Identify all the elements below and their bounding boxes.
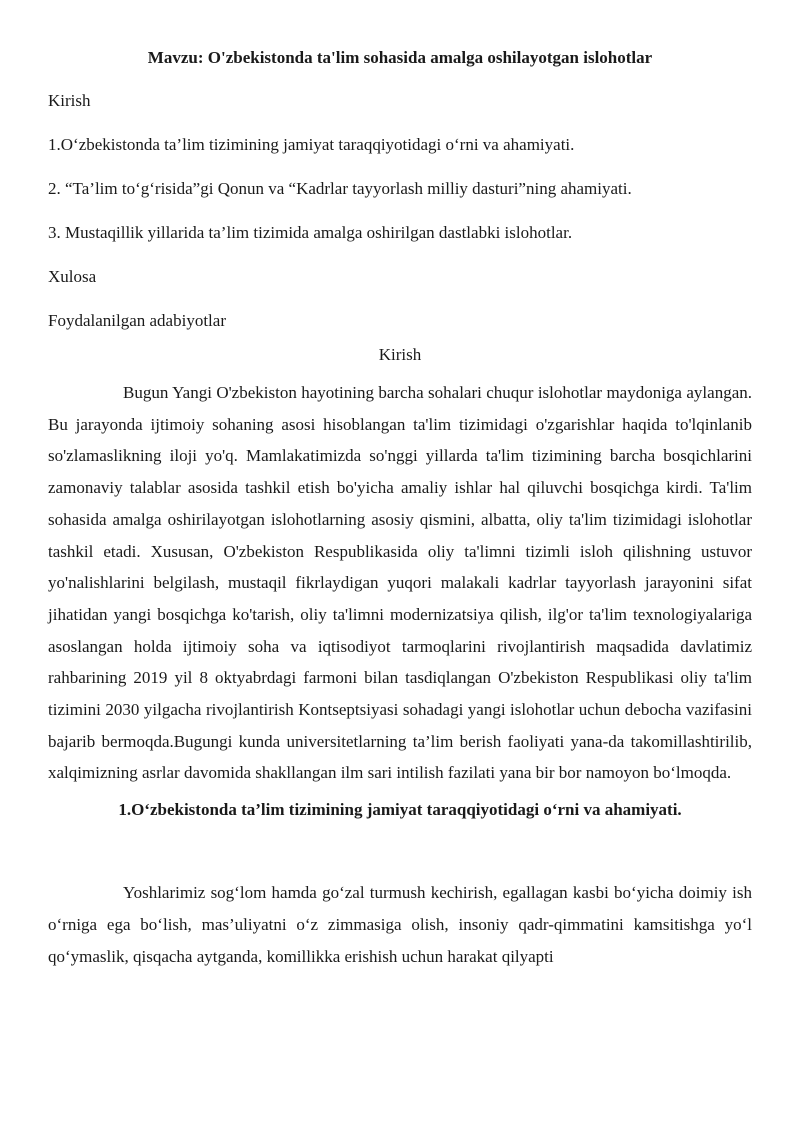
intro-heading: Kirish [378,345,422,364]
toc-item-1: 1.O‘zbekistonda ta’lim tizimining jamiyat taraqqiyotidagi o‘rni va ahamiyati. [48,135,575,154]
toc-item-3: 3. Mustaqillik yillarida ta’lim tizimida amalga oshirilgan dastlabki islohotlar. [48,223,573,242]
toc-item-2: 2. “Ta’lim to‘g‘risida”gi Qonun va “Kadrlar tayyorlash milliy dasturi”ning ahamiyati. [48,179,632,198]
toc-item-conclusion: Xulosa [48,267,97,286]
intro-paragraph: Bugun Yangi O'zbekiston hayotining barcha sohalari chuqur islohotlar maydoniga aylangan. Bu jarayonda ijtimoiy sohaning asosi hisoblangan ta'lim tizimidagi o'zgarishlar haqida to'lqinlanib so'zlamaslikning iloji yo'q. Mamlakatimizda so'nggi yillarda ta'lim tizimining barcha bosqichlarini zamonaviy talablar asosida tashkil etish bo'yicha amaliy ishlar hal qiluvchi bosqichga kirdi. Ta'lim sohasida amalga oshirilayotgan islohotlarning asosiy qismini, albatta, oliy ta'lim tizimidagi islohotlar tashkil etadi. Xususan, O'zbekiston Respublikasida oliy ta'limni tizimli isloh qilishning ustuvor yo'nalishlarini belgilash, mustaqil fikrlaydigan yuqori malakali kadrlar tayyorlash jarayonini sifat jihatidan yangi bosqichga ko'tarish, oliy ta'limni modernizatsiya qilish, ilg'or ta'lim texnologiyalariga asoslangan holda ijtimoiy soha va iqtisodiyot tarmoqlarini rivojlantirish maqsadida davlatimiz rahbarining 2019 yil 8 oktyabrdagi farmoni bilan tasdiqlangan O'zbekiston Respublikasi oliy ta'lim tizimini 2030 yilgacha rivojlantirish Kontseptsiyasi sohadagi yangi islohotlar uchun debocha vazifasini bajarib bermoqda.Bugungi kunda universitetlarning ta’lim berish faoliyati yana-da takomillashtirilib, xalqimizning asrlar davomida shakllangan ilm sari intilish fazilati yana bir bor namoyon bo‘lmoqda. [48,383,752,783]
table-of-contents [48,89,752,333]
section1-paragraph: Yoshlarimiz sog‘lom hamda go‘zal turmush kechirish, egallagan kasbi bo‘yicha doimiy ish o‘rniga ega bo‘lish, mas’uliyatni o‘z zimmasiga olish, insoniy qadr-qimmatini kamsitishga yo‘l qo‘ymaslik, qisqacha aytganda, komillikka erishish uchun harakat qilyapti [48,883,752,966]
toc-item-intro: Kirish [48,91,91,110]
document-title: Mavzu: O'zbekistonda ta'lim sohasida amalga oshilayotgan islohotlar [147,48,653,67]
section1-heading: 1.O‘zbekistonda ta’lim tizimining jamiyat taraqqiyotidagi o‘rni va ahamiyati. [118,800,682,820]
toc-item-references: Foydalanilgan adabiyotlar [48,311,226,330]
document-page [48,0,752,972]
